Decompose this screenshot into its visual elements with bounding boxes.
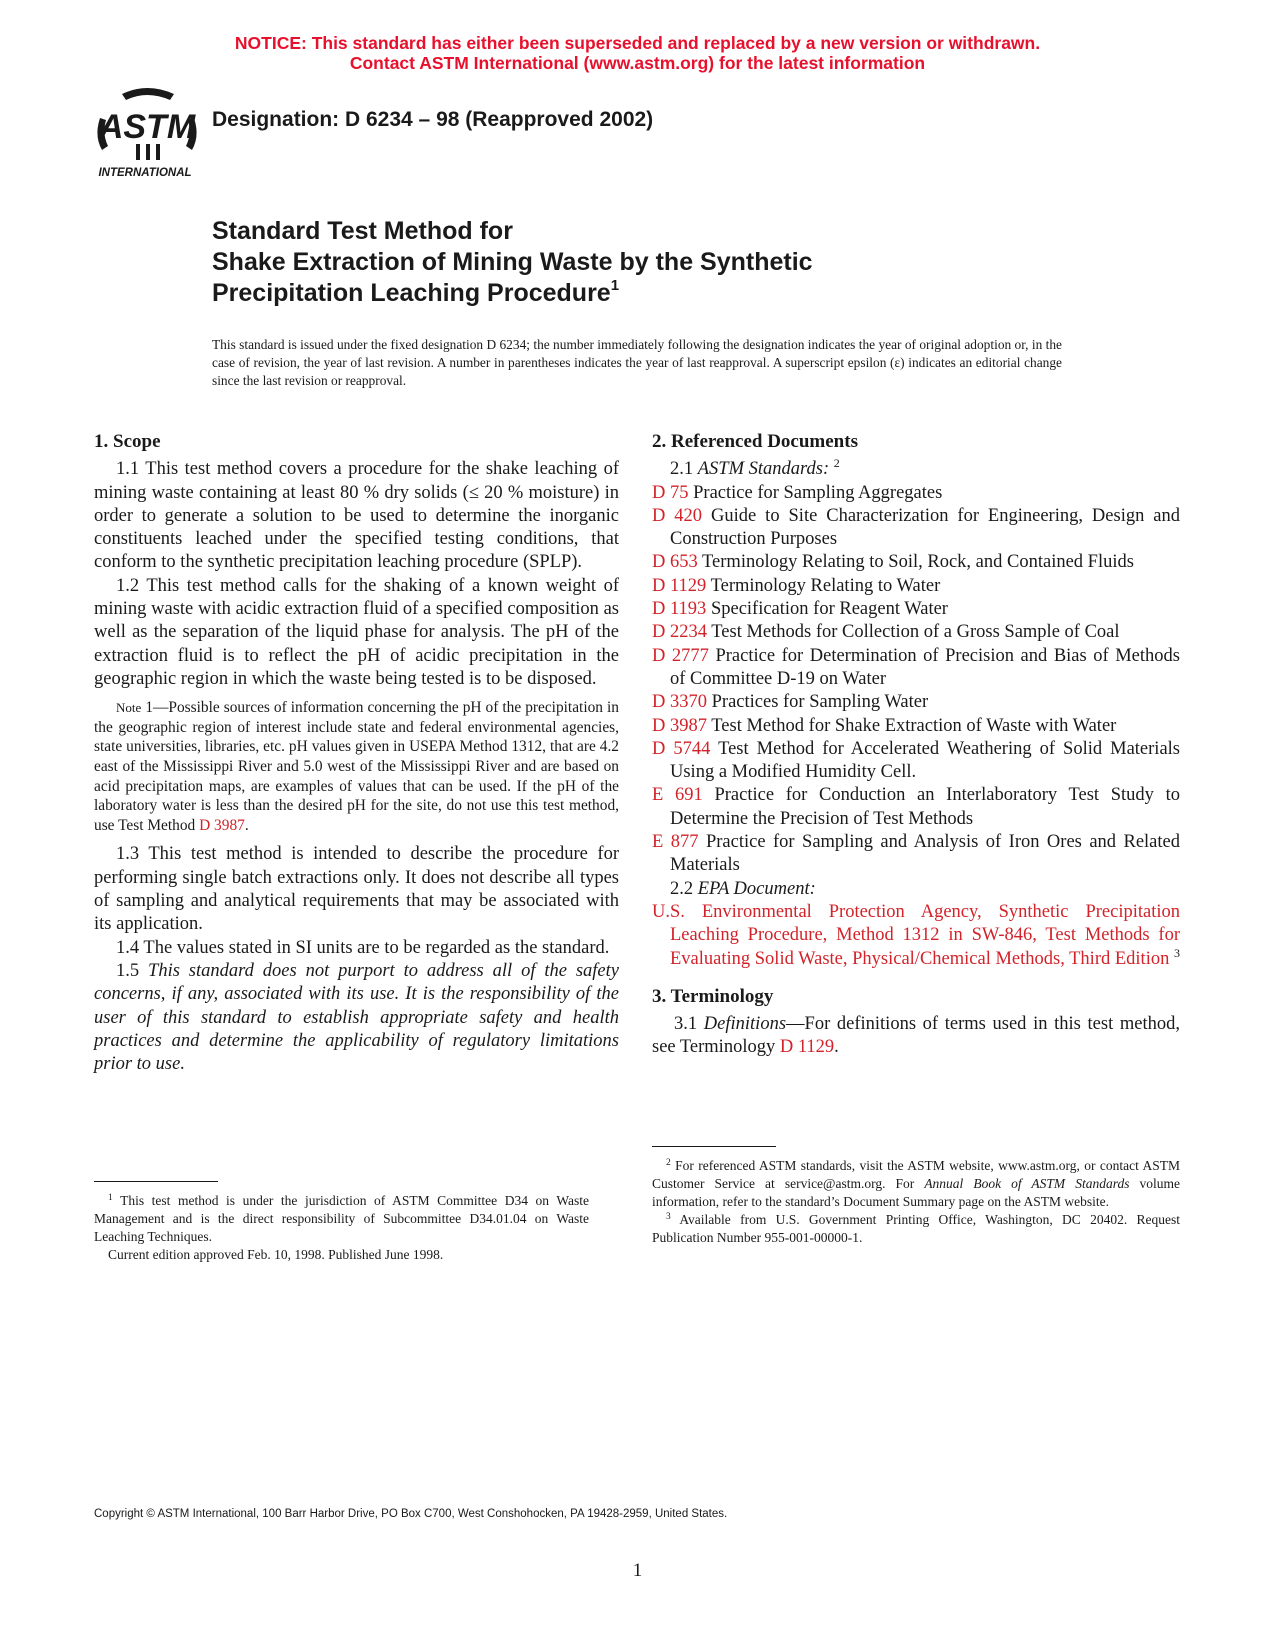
reference-link[interactable]: E 691 bbox=[652, 785, 703, 806]
reference-link[interactable]: D 420 bbox=[652, 505, 703, 526]
footnote-rule-right bbox=[652, 1146, 776, 1147]
section-scope-heading: 1. Scope bbox=[94, 431, 161, 452]
page-number: 1 bbox=[632, 1560, 643, 1581]
document-title bbox=[212, 216, 813, 309]
reference-link[interactable]: E 877 bbox=[652, 832, 699, 853]
section-terminology-heading: 3. Terminology bbox=[652, 985, 774, 1007]
designation: Designation: D 6234 – 98 (Reapproved 2002) bbox=[212, 108, 654, 131]
reference-link[interactable]: D 75 bbox=[652, 482, 689, 503]
reference-item: D 3370 Practices for Sampling Water bbox=[652, 692, 929, 713]
notice-line-2: Contact ASTM International (www.astm.org) for the latest information bbox=[349, 53, 926, 73]
section-referenced-heading: 2. Referenced Documents bbox=[652, 431, 858, 452]
title-line-3: Precipitation Leaching Procedure$^1$ bbox=[212, 277, 620, 307]
reference-link[interactable]: D 653 bbox=[652, 552, 698, 573]
reference-item: E 691 Practice for Conduction an Interlaboratory Test Study to Determine the Precision of Test Methods bbox=[652, 785, 1180, 829]
reference-item: D 420 Guide to Site Characterization for Engineering, Design and Construction Purposes bbox=[652, 505, 1180, 550]
paragraph-1-2: 1.2 This test method calls for the shaking of a known weight of mining waste with acidic extraction fluid of a specified composition as well as the separation of the liquid phase for analysis. The pH of the extraction fluid is to reflect the pH of acidic precipitation in the geographic region in which the waste being tested is to be disposed. bbox=[94, 575, 619, 689]
copyright-line: Copyright © ASTM International, 100 Barr Harbor Drive, PO Box C700, West Conshohocken, PA 19428-2959, United States. bbox=[94, 1508, 728, 1520]
terminology-link-d1129[interactable]: D 1129 bbox=[779, 1037, 835, 1058]
paragraph-1-3: 1.3 This test method is intended to describe the procedure for performing single batch extractions only. It does not describe all types of sampling and analytical requirements that may be associated with its application. bbox=[94, 844, 619, 935]
title-footnote-mark: 1 bbox=[610, 277, 620, 294]
notice-banner bbox=[0, 33, 1275, 73]
reference-link[interactable]: D 3987 bbox=[652, 715, 707, 736]
issued-statement: This standard is issued under the fixed designation D 6234; the number immediately following the designation indicates the year of original adoption or, in the case of revision, the year of last revision. A number in parentheses indicates the year of last reapproval. A superscript epsilon (ε) indicates an editorial change since the last revision or reapproval. bbox=[212, 337, 1062, 388]
footnote-rule-left bbox=[94, 1181, 218, 1182]
epa-document-link[interactable]: U.S. Environmental Protection Agency, Synthetic Precipitation Leaching Procedure, Method 1312 in SW-846, Test Methods for Evaluating Solid Waste, Physical/Chemical Methods, Third Edition $^3$ bbox=[652, 901, 1180, 969]
reference-item: D 75 Practice for Sampling Aggregates bbox=[652, 482, 943, 503]
astm-logo bbox=[92, 84, 202, 186]
reference-link[interactable]: D 1193 bbox=[652, 599, 707, 620]
paragraph-1-4: 1.4 The values stated in SI units are to be regarded as the standard. bbox=[116, 937, 610, 958]
subsection-2-2: 2.2 EPA Document: bbox=[670, 878, 816, 899]
paragraph-1-5: 1.5 This standard does not purport to address all of the safety concerns, if any, associated with its use. It is the responsibility of the user of this standard to establish appropriate safety and health practices and determine the applicability of regulatory limitations prior to use. bbox=[94, 960, 619, 1075]
reference-item: D 1129 Terminology Relating to Water bbox=[652, 575, 941, 596]
reference-list bbox=[652, 482, 1180, 878]
footnotes-left bbox=[94, 1192, 589, 1264]
note-label: Note bbox=[116, 700, 142, 716]
footnotes-right bbox=[652, 1157, 1180, 1247]
left-column bbox=[94, 430, 619, 1076]
reference-item: D 2234 Test Methods for Collection of a Gross Sample of Coal bbox=[652, 622, 1120, 643]
subsection-2-1: 2.1 ASTM Standards: $^2$ bbox=[670, 456, 840, 480]
reference-item: D 653 Terminology Relating to Soil, Rock, and Contained Fluids bbox=[652, 552, 1134, 573]
logo-wordmark: ASTM bbox=[98, 108, 196, 146]
logo-label: INTERNATIONAL bbox=[98, 167, 192, 179]
footnote-2: $^2$ For referenced ASTM standards, visit the ASTM website, www.astm.org, or contact ASTM Customer Service at service@astm.org. For Annual Book of ASTM Standards volume information, refer to the standard’s Document Summary page on the ASTM website. bbox=[652, 1158, 1181, 1209]
reference-link[interactable]: D 2234 bbox=[652, 622, 707, 643]
paragraph-1-1: 1.1 This test method covers a procedure for the shake leaching of mining waste containing at least 80 % dry solids (≤ 20 % moisture) in order to generate a solution to be used to determine the inorganic constituents leached under the specified testing conditions, that conform to the synthetic precipitation leaching procedure (SPLP). bbox=[94, 459, 619, 573]
footnote-1: $^1$ This test method is under the jurisdiction of ASTM Committee D34 on Waste Management and is the direct responsibility of Subcommittee D34.01.04 on Waste Leaching Techniques. bbox=[94, 1193, 589, 1244]
reference-link[interactable]: D 3370 bbox=[652, 692, 707, 713]
notice-line-1: NOTICE: This standard has either been superseded and replaced by a new version or withdrawn. bbox=[234, 33, 1041, 53]
reference-link[interactable]: D 5744 bbox=[652, 738, 711, 759]
reference-item: E 877 Practice for Sampling and Analysis of Iron Ores and Related Materials bbox=[652, 832, 1180, 876]
footnote-3: $^3$ Available from U.S. Government Printing Office, Washington, DC 20402. Request Publication Number 955-001-00000-1. bbox=[652, 1212, 1180, 1245]
reference-link[interactable]: D 2777 bbox=[652, 645, 709, 666]
right-column bbox=[652, 430, 1180, 1060]
reference-link[interactable]: D 1129 bbox=[652, 575, 707, 596]
note-1: Note 1—Possible sources of information concerning the pH of the precipitation in the geographic region of interest include state and federal environmental agencies, state universities, libraries, etc. pH values given in USEPA Method 1312, that are 4.2 east of the Mississippi River and 5.0 west of the Mississippi River and are based on acid precipitation maps, are examples of values that can be used. If the pH of the laboratory water is less than the desired pH for the site, do not use this test method, use Test Method D 3987. bbox=[94, 699, 619, 834]
reference-item: D 3987 Test Method for Shake Extraction of Waste with Water bbox=[652, 715, 1117, 736]
paragraph-3-1: 3.1 Definitions—For definitions of terms used in this test method, see Terminology D 1129. bbox=[652, 1014, 1181, 1058]
title-line-2: Shake Extraction of Mining Waste by the Synthetic bbox=[212, 248, 813, 276]
reference-item: D 1193 Specification for Reagent Water bbox=[652, 599, 948, 620]
title-line-1: Standard Test Method for bbox=[212, 217, 513, 245]
footnote-1-edition: Current edition approved Feb. 10, 1998. Published June 1998. bbox=[108, 1247, 444, 1262]
reference-item: D 2777 Practice for Determination of Precision and Bias of Methods of Committee D-19 on Water bbox=[652, 645, 1180, 689]
note-link-d3987[interactable]: D 3987 bbox=[199, 816, 245, 834]
reference-item: D 5744 Test Method for Accelerated Weathering of Solid Materials Using a Modified Humidity Cell. bbox=[652, 738, 1180, 783]
